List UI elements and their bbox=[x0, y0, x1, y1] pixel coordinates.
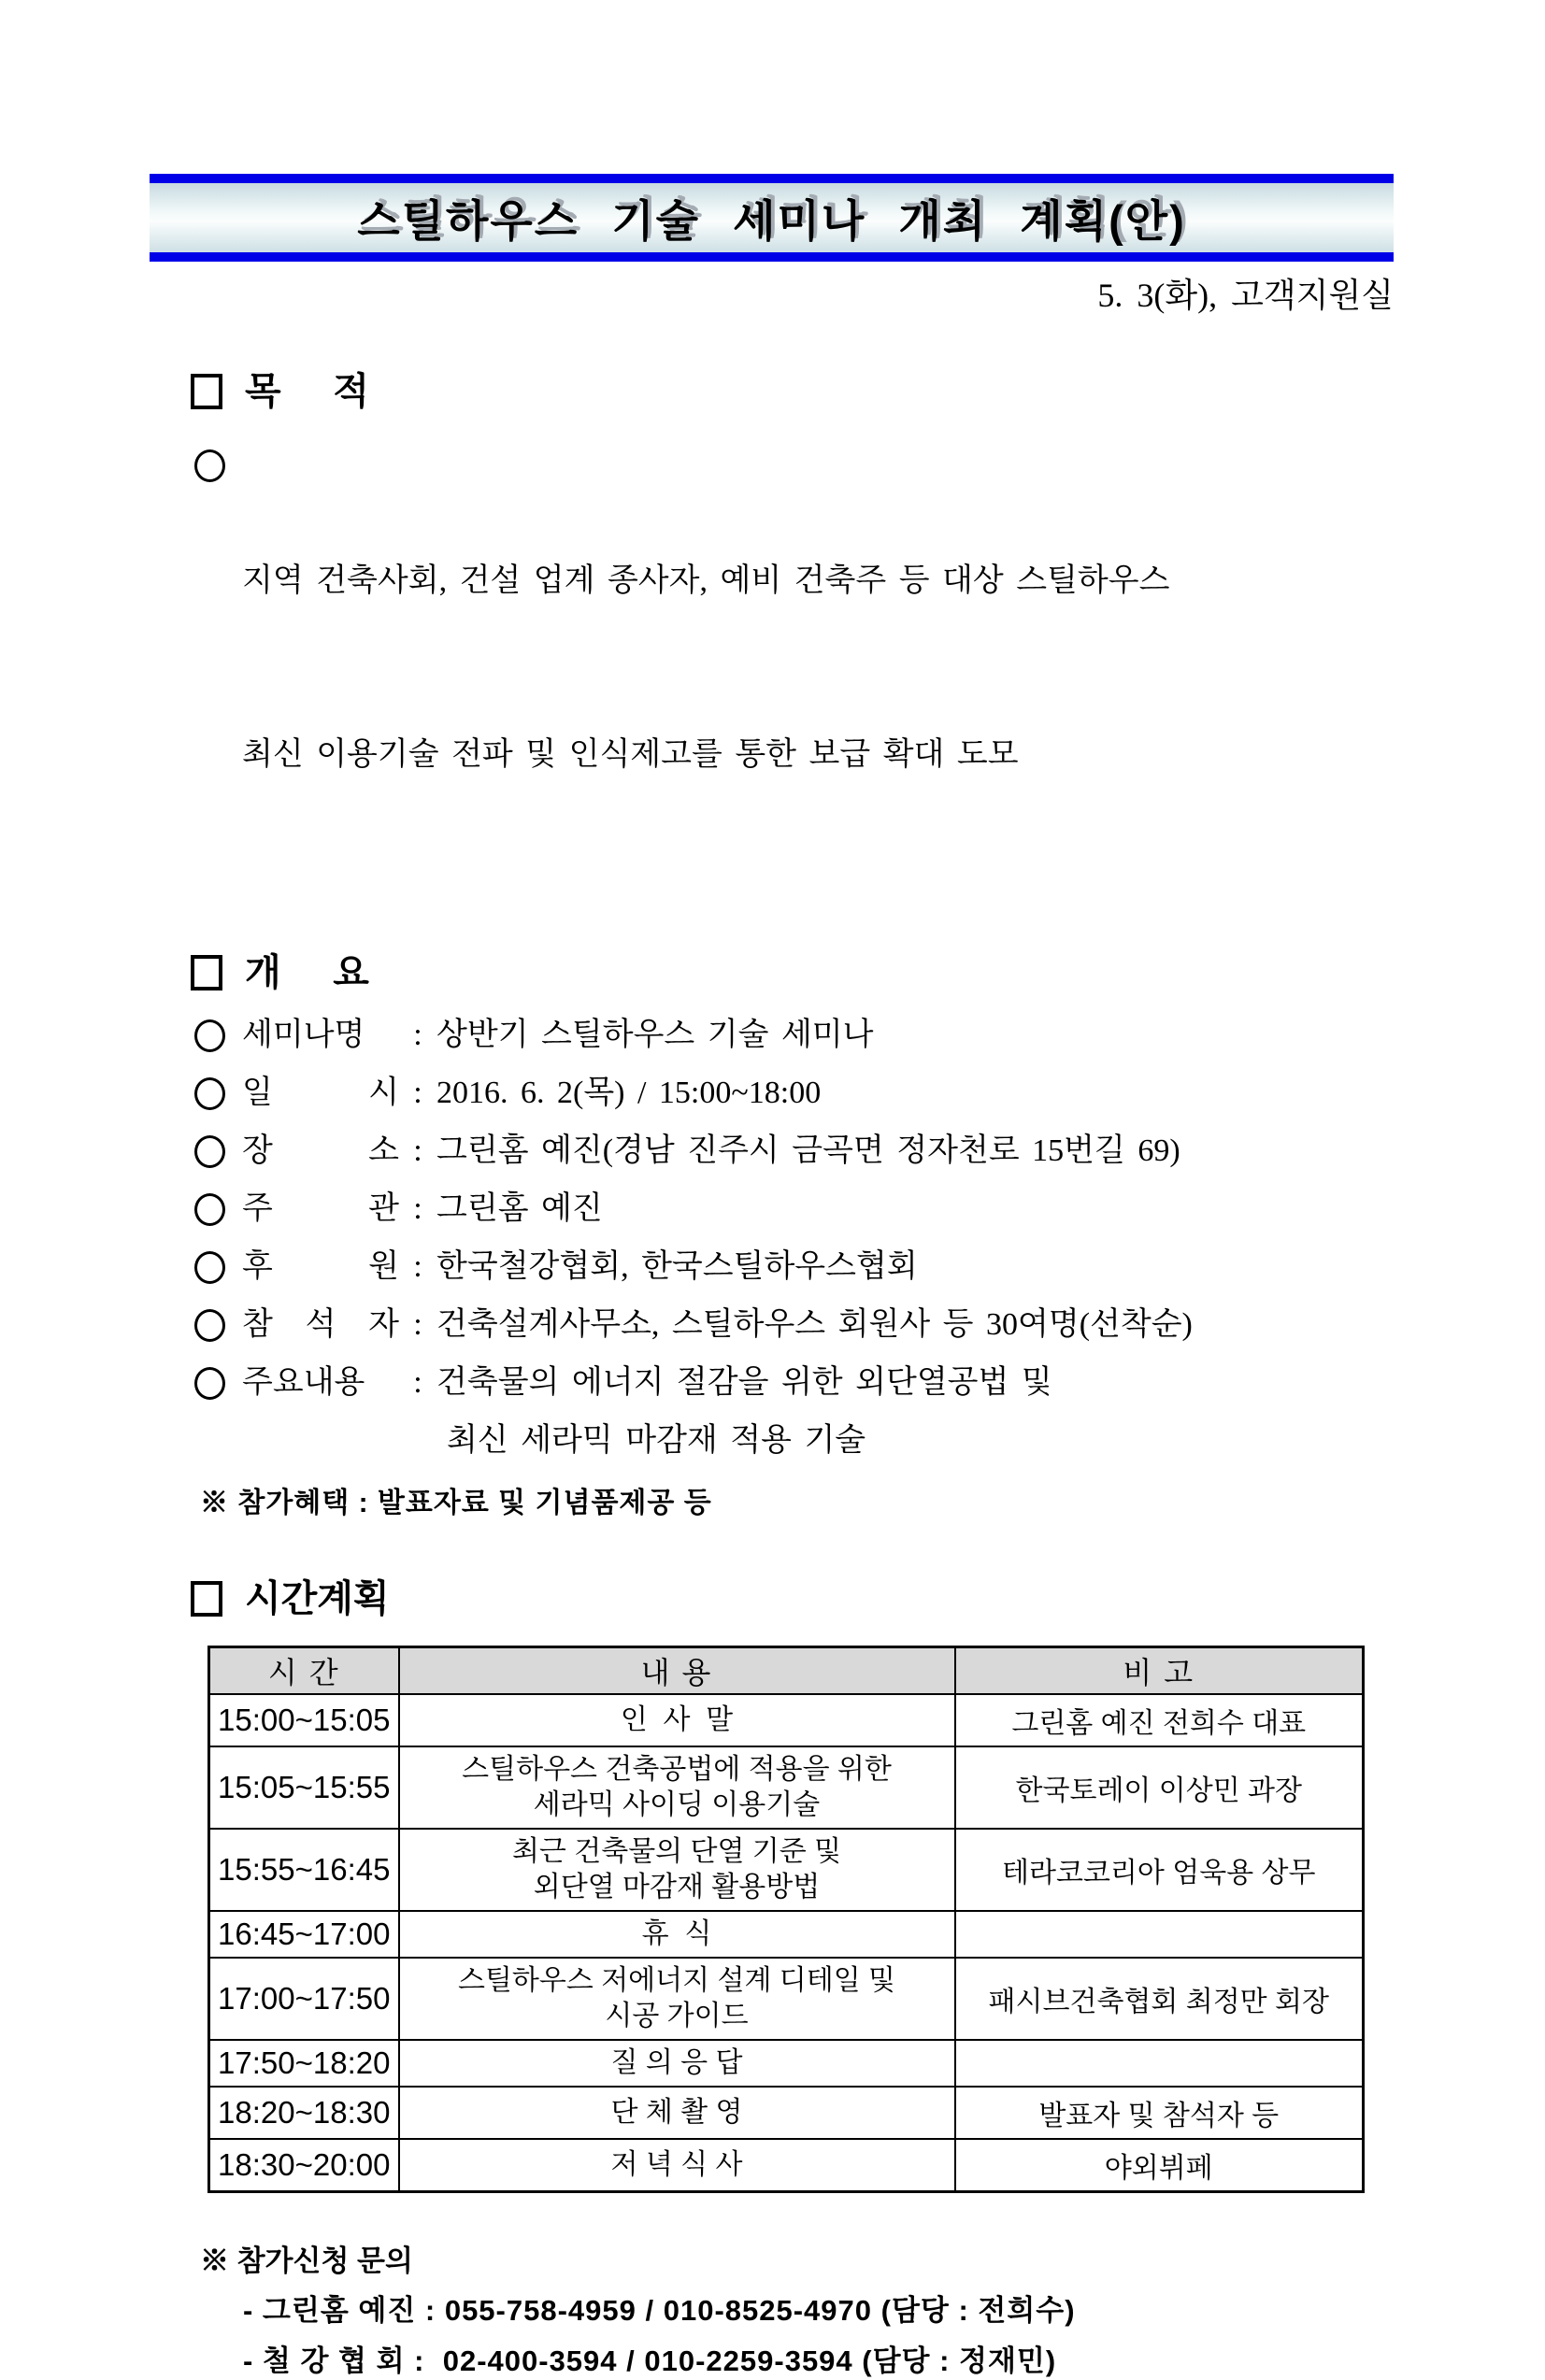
overview-item-place bbox=[150, 1122, 1394, 1180]
schedule-note: 한국토레이 이상민 과장 bbox=[955, 1746, 1364, 1829]
circle-bullet-icon bbox=[194, 1309, 225, 1342]
section-heading-overview-label: 개 요 bbox=[245, 952, 369, 993]
schedule-content bbox=[399, 1911, 955, 1958]
schedule-content bbox=[399, 1746, 955, 1829]
schedule-header-content: 내 용 bbox=[399, 1647, 955, 1695]
benefit-note: ※ 참가혜택 : 발표자료 및 기념품제공 등 bbox=[200, 1488, 712, 1518]
table-row bbox=[209, 1829, 1364, 1911]
overview-item-colon: : bbox=[413, 1307, 422, 1342]
circle-bullet-icon bbox=[194, 1367, 225, 1400]
schedule-note: 그린홈 예진 전희수 대표 bbox=[955, 1694, 1364, 1746]
schedule-time: 17:00~17:50 bbox=[209, 1958, 399, 2040]
schedule-note: 야외뷔페 bbox=[955, 2139, 1364, 2192]
schedule-note bbox=[955, 1911, 1364, 1958]
section-heading-schedule-label: 시간계획 bbox=[245, 1578, 390, 1619]
overview-item-value: 그린홈 예진(경남 진주시 금곡면 정자천로 15번길 69) bbox=[436, 1133, 1180, 1168]
table-row bbox=[209, 1746, 1364, 1829]
circle-bullet-icon bbox=[194, 449, 225, 482]
schedule-time: 18:30~20:00 bbox=[209, 2139, 399, 2192]
schedule-note: 테라코코리아 엄욱용 상무 bbox=[955, 1829, 1364, 1911]
square-bullet-icon bbox=[191, 955, 222, 990]
schedule-time: 15:55~16:45 bbox=[209, 1829, 399, 1911]
schedule-content-line: 질 의 응 답 bbox=[610, 2047, 743, 2078]
overview-item-value: 상반기 스틸하우스 기술 세미나 bbox=[436, 1018, 874, 1052]
circle-bullet-icon bbox=[194, 1193, 225, 1226]
schedule-note bbox=[955, 2040, 1364, 2087]
overview-item-label: 주요내용 bbox=[242, 1365, 365, 1400]
contact-line-greenhome: - 그린홈 예진 : 055-758-4959 / 010-8525-4970 (담당 : 전희수) bbox=[243, 2294, 1076, 2327]
schedule-header-time: 시 간 bbox=[209, 1647, 399, 1695]
circle-bullet-icon bbox=[194, 1251, 225, 1284]
overview-item-label: 후 원 bbox=[242, 1249, 399, 1284]
table-row bbox=[209, 1694, 1364, 1746]
overview-item-value: 건축설계사무소, 스틸하우스 회원사 등 30여명(선착순) bbox=[436, 1307, 1193, 1342]
overview-item-colon: : bbox=[413, 1191, 422, 1226]
circle-bullet-icon bbox=[194, 1135, 225, 1168]
overview-item-colon: : bbox=[413, 1076, 422, 1110]
title-banner bbox=[150, 174, 1394, 262]
schedule-content bbox=[399, 2040, 955, 2087]
section-heading-purpose-label: 목 적 bbox=[245, 371, 369, 412]
purpose-line-1: 지역 건축사회, 건설 업계 종사자, 예비 건축주 등 대상 스틸하우스 bbox=[242, 563, 1170, 598]
overview-item-colon: : bbox=[413, 1249, 422, 1284]
overview-item-value: 그린홈 예진 bbox=[436, 1191, 603, 1226]
schedule-time: 15:00~15:05 bbox=[209, 1694, 399, 1746]
overview-item-label: 장 소 bbox=[242, 1133, 399, 1168]
overview-item-main-content-line2: 최신 세라믹 마감재 적용 기술 bbox=[447, 1423, 866, 1458]
overview-item-colon: : bbox=[413, 1018, 422, 1052]
overview-list bbox=[150, 1006, 1394, 1470]
overview-item-datetime bbox=[150, 1064, 1394, 1122]
purpose-item bbox=[150, 436, 1394, 900]
overview-item-label: 주 관 bbox=[242, 1191, 399, 1226]
overview-item-value: 한국철강협회, 한국스틸하우스협회 bbox=[436, 1249, 918, 1284]
contact-line-steel-association: - 철 강 협 회 : 02-400-3594 / 010-2259-3594 (담당 : 정재민) bbox=[243, 2344, 1057, 2377]
square-bullet-icon bbox=[191, 374, 222, 409]
schedule-content-line: 스틸하우스 저에너지 설계 디테일 및 bbox=[457, 1965, 896, 1996]
schedule-header-note: 비 고 bbox=[955, 1647, 1364, 1695]
circle-bullet-icon bbox=[194, 1019, 225, 1052]
schedule-time: 17:50~18:20 bbox=[209, 2040, 399, 2087]
contact-title: ※ 참가신청 문의 bbox=[200, 2245, 413, 2277]
circle-bullet-icon bbox=[194, 1077, 225, 1110]
table-row bbox=[209, 2087, 1364, 2139]
table-row bbox=[209, 2139, 1364, 2192]
purpose-text bbox=[242, 436, 1169, 900]
schedule-content-line: 세라믹 사이딩 이용기술 bbox=[533, 1789, 821, 1820]
schedule-header-row bbox=[209, 1647, 1364, 1695]
schedule-note: 발표자 및 참석자 등 bbox=[955, 2087, 1364, 2139]
overview-item-attendees bbox=[150, 1296, 1394, 1354]
section-heading-schedule bbox=[191, 1576, 1394, 1621]
overview-item-value: 2016. 6. 2(목) / 15:00~18:00 bbox=[436, 1076, 822, 1110]
schedule-content bbox=[399, 1829, 955, 1911]
overview-item-value: 건축물의 에너지 절감을 위한 외단열공법 및 bbox=[436, 1365, 1052, 1400]
overview-item-main-content bbox=[150, 1354, 1394, 1412]
section-heading-purpose bbox=[191, 369, 1394, 414]
document-title: 스틸하우스 기술 세미나 개최 계획(안) bbox=[357, 195, 1186, 246]
schedule-content-line: 단 체 촬 영 bbox=[610, 2097, 743, 2128]
overview-item-colon: : bbox=[413, 1133, 422, 1168]
purpose-line-2: 최신 이용기술 전파 및 인식제고를 통한 보급 확대 도모 bbox=[242, 737, 1019, 772]
table-row bbox=[209, 1958, 1364, 2040]
document-page bbox=[0, 174, 1545, 2377]
schedule-table bbox=[207, 1646, 1365, 2193]
schedule-content-line: 인 사 말 bbox=[620, 1704, 734, 1735]
schedule-content bbox=[399, 1958, 955, 2040]
overview-item-label: 일 시 bbox=[242, 1076, 399, 1110]
schedule-content-line: 휴 식 bbox=[641, 1918, 712, 1949]
contact-section bbox=[150, 2244, 1394, 2380]
overview-item-label: 세미나명 bbox=[242, 1018, 365, 1052]
overview-item-seminar-name bbox=[150, 1006, 1394, 1064]
schedule-content bbox=[399, 1694, 955, 1746]
schedule-note: 패시브건축협회 최정만 회장 bbox=[955, 1958, 1364, 2040]
schedule-content bbox=[399, 2087, 955, 2139]
schedule-content-line: 최근 건축물의 단열 기준 및 bbox=[511, 1836, 842, 1867]
schedule-content-line: 스틸하우스 건축공법에 적용을 위한 bbox=[462, 1754, 892, 1785]
overview-item-colon: : bbox=[413, 1365, 422, 1400]
section-heading-overview bbox=[191, 950, 1394, 995]
square-bullet-icon bbox=[191, 1581, 222, 1617]
overview-item-sponsor bbox=[150, 1238, 1394, 1296]
schedule-content-line: 시공 가이드 bbox=[605, 2001, 749, 2031]
table-row bbox=[209, 2040, 1364, 2087]
overview-item-host bbox=[150, 1180, 1394, 1238]
schedule-time: 16:45~17:00 bbox=[209, 1911, 399, 1958]
schedule-content-line: 저 녁 식 사 bbox=[610, 2149, 743, 2180]
schedule-content-line: 외단열 마감재 활용방법 bbox=[533, 1872, 821, 1903]
schedule-time: 18:20~18:30 bbox=[209, 2087, 399, 2139]
table-row bbox=[209, 1911, 1364, 1958]
schedule-time: 15:05~15:55 bbox=[209, 1746, 399, 1829]
date-line: 5. 3(화), 고객지원실 bbox=[1097, 277, 1394, 314]
overview-item-label: 참 석 자 bbox=[242, 1307, 399, 1342]
schedule-content bbox=[399, 2139, 955, 2192]
